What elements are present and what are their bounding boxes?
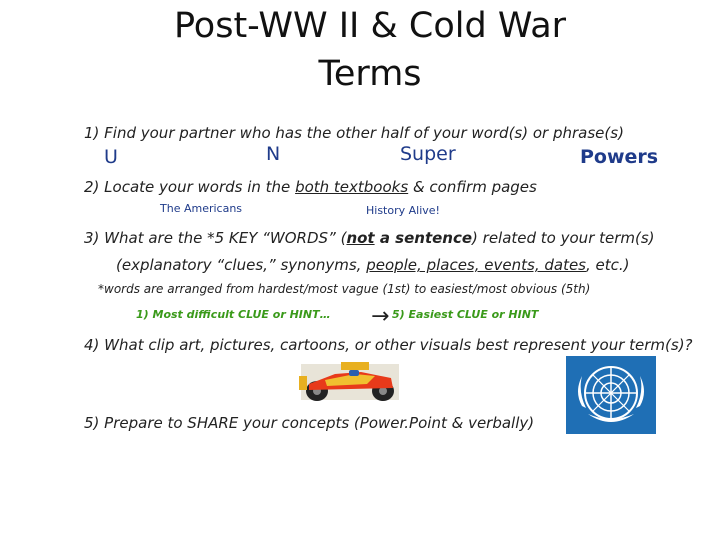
step-1-text: 1) Find your partner who has the other half of your word(s) or phrase(s) — [84, 124, 624, 142]
step-5-text: 5) Prepare to SHARE your concepts (Power.Point & verbally) — [84, 414, 535, 432]
clue-easiest: 5) Easiest CLUE or HINT — [392, 308, 539, 321]
page-title-line1: Post-WW II & Cold War — [173, 6, 567, 46]
step-3-not: not — [346, 229, 375, 247]
step-3-mid: a sentence — [374, 229, 473, 247]
clue-hardest: 1) Most difficult CLUE or HINT… — [136, 308, 331, 321]
step-3-note: *words are arranged from hardest/most vague (1st) to easiest/most obvious (5th) — [98, 282, 591, 296]
step-3-line2-post: , etc.) — [586, 256, 630, 274]
race-car-image — [295, 358, 405, 404]
book-history-alive: History Alive! — [366, 204, 440, 217]
step-3-text — [84, 229, 655, 247]
page-title-line2: Terms — [318, 54, 422, 94]
step-2-underlined: both textbooks — [295, 178, 409, 196]
step-2-pre: 2) Locate your words in the — [84, 178, 296, 196]
book-the-americans: The Americans — [160, 202, 243, 215]
word-powers: Powers — [580, 146, 659, 168]
step-4-text: 4) What clip art, pictures, cartoons, or other visuals best represent your term(s)? — [84, 336, 693, 354]
step-3-post: ) related to your term(s) — [472, 229, 655, 247]
step-3-line2-pre: (explanatory “clues,” synonyms, — [116, 256, 367, 274]
step-2-post: & confirm pages — [408, 178, 537, 196]
un-emblem-image — [566, 356, 656, 434]
step-3-line2 — [116, 256, 630, 274]
step-2-text — [84, 178, 537, 196]
word-n: N — [266, 143, 281, 165]
step-3-line2-underlined: people, places, events, dates — [366, 256, 586, 274]
step-3-pre: 3) What are the *5 KEY “WORDS” ( — [84, 229, 347, 247]
word-u: U — [104, 146, 118, 168]
word-super: Super — [400, 143, 456, 165]
arrow-icon: → — [371, 304, 390, 329]
